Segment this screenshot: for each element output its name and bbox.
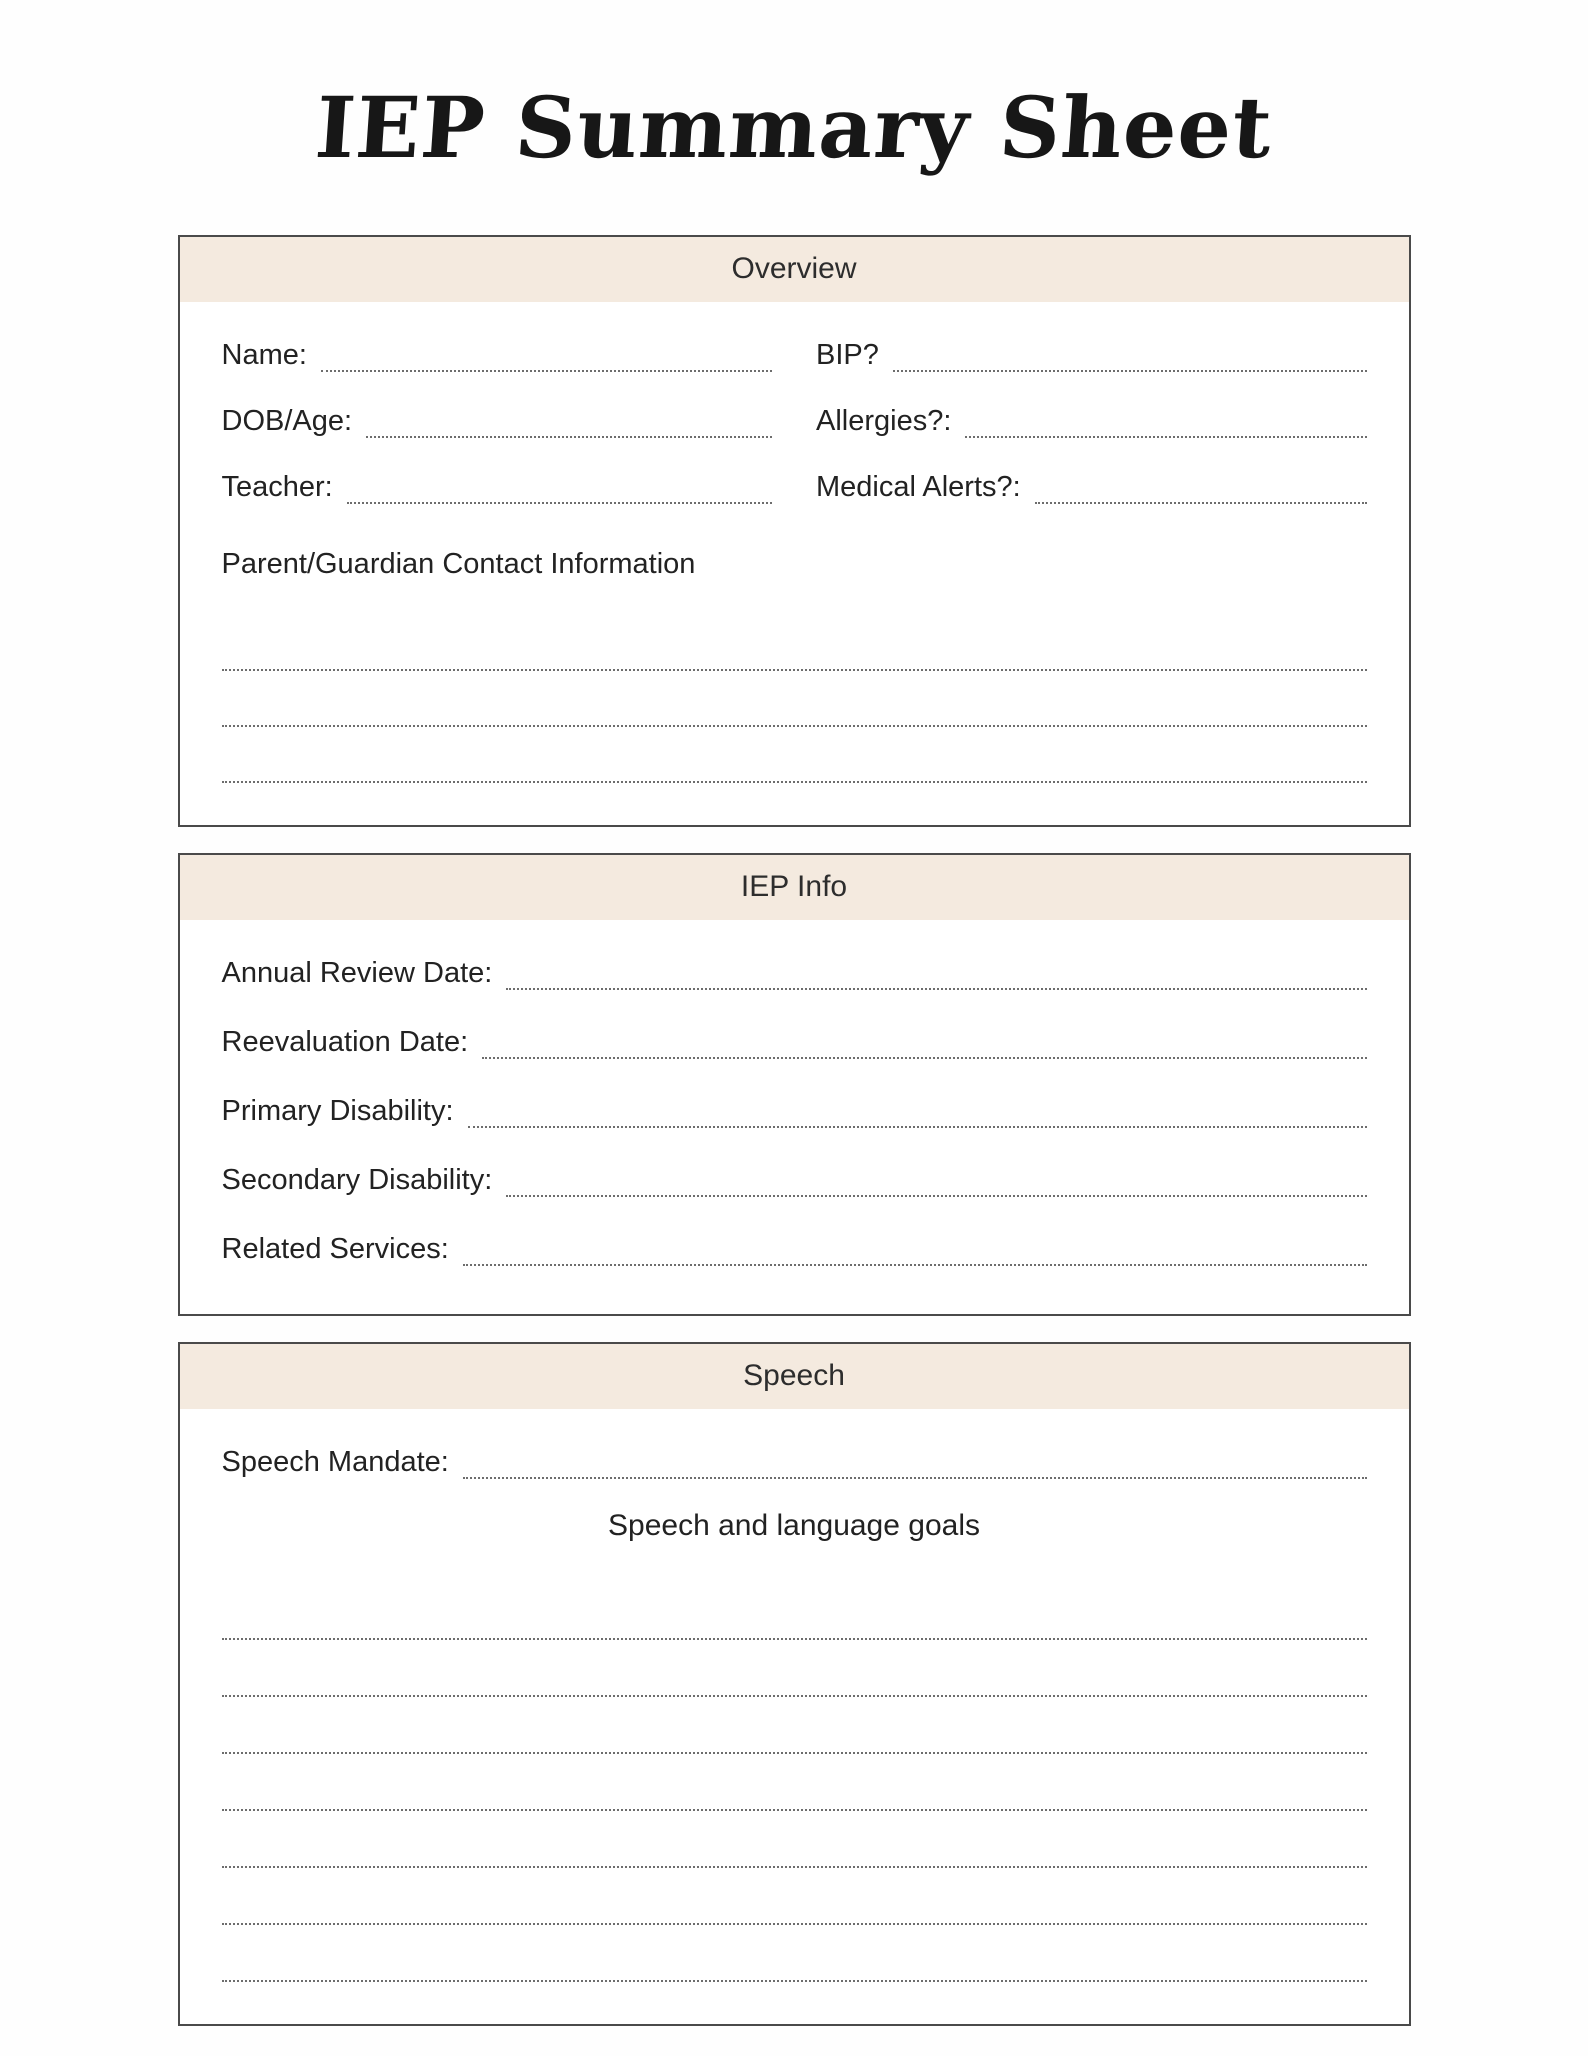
- medical-alerts-write-in-line: [1035, 468, 1367, 504]
- overview-right-column: [816, 336, 1367, 534]
- secondary-disability-field-label: Secondary Disability:: [221, 1163, 493, 1196]
- secondary-disability-write-in-line: [506, 1161, 1366, 1197]
- medical-alerts-field-label: Medical Alerts?:: [816, 470, 1021, 503]
- related-services-write-in-line: [463, 1230, 1367, 1266]
- field-row-teacher: [222, 468, 773, 504]
- related-services-field-label: Related Services:: [221, 1232, 449, 1265]
- parent-guardian-contact-label: Parent/Guardian Contact Information: [221, 548, 696, 580]
- section-speech-body: [180, 1409, 1409, 2024]
- contact-write-in-line: [222, 615, 1367, 671]
- speech-goal-write-in-line: [222, 1754, 1367, 1811]
- section-overview: [178, 235, 1411, 827]
- field-row-name: [222, 336, 773, 372]
- overview-left-column: [222, 336, 773, 534]
- section-overview-body: [180, 302, 1409, 825]
- field-row-bip: [816, 336, 1367, 372]
- field-row-dob-age: [222, 402, 773, 438]
- field-row-related-services: [222, 1230, 1367, 1266]
- section-iep-info-header: IEP Info: [180, 855, 1409, 920]
- speech-goal-write-in-line: [222, 1640, 1367, 1697]
- reevaluation-date-write-in-line: [482, 1023, 1366, 1059]
- allergies-field-label: Allergies?:: [816, 404, 952, 437]
- speech-goal-write-in-line: [222, 1583, 1367, 1640]
- teacher-write-in-line: [347, 468, 772, 504]
- field-row-annual-review-date: [222, 954, 1367, 990]
- bip-field-label: BIP?: [816, 338, 879, 371]
- section-iep-info: [178, 853, 1411, 1316]
- speech-goal-write-in-line: [222, 1811, 1367, 1868]
- field-row-reevaluation-date: [222, 1023, 1367, 1059]
- page-title: IEP Summary Sheet: [312, 78, 1276, 177]
- field-row-primary-disability: [222, 1092, 1367, 1128]
- annual-review-date-write-in-line: [506, 954, 1366, 990]
- teacher-field-label: Teacher:: [221, 470, 333, 503]
- field-row-secondary-disability: [222, 1161, 1367, 1197]
- reevaluation-date-field-label: Reevaluation Date:: [221, 1025, 469, 1058]
- field-row-speech-mandate: [222, 1443, 1367, 1479]
- dob-age-field-label: DOB/Age:: [221, 404, 353, 437]
- section-speech-header: Speech: [180, 1344, 1409, 1409]
- bip-write-in-line: [893, 336, 1367, 372]
- name-write-in-line: [321, 336, 772, 372]
- speech-goals-title: Speech and language goals: [608, 1509, 980, 1542]
- contact-write-in-line: [222, 671, 1367, 727]
- speech-goal-write-in-line: [222, 1868, 1367, 1925]
- allergies-write-in-line: [965, 402, 1366, 438]
- section-speech: [178, 1342, 1411, 2026]
- contact-write-in-line: [222, 727, 1367, 783]
- speech-mandate-write-in-line: [463, 1443, 1367, 1479]
- speech-mandate-field-label: Speech Mandate:: [221, 1445, 449, 1478]
- primary-disability-field-label: Primary Disability:: [221, 1094, 454, 1127]
- section-overview-header: Overview: [180, 237, 1409, 302]
- field-row-medical-alerts: [816, 468, 1367, 504]
- annual-review-date-field-label: Annual Review Date:: [221, 956, 493, 989]
- section-iep-info-body: [180, 920, 1409, 1314]
- name-field-label: Name:: [221, 338, 307, 371]
- primary-disability-write-in-line: [468, 1092, 1367, 1128]
- field-row-allergies: [816, 402, 1367, 438]
- overview-columns: [222, 336, 1367, 534]
- speech-goal-write-in-line: [222, 1697, 1367, 1754]
- speech-goal-write-in-line: [222, 1925, 1367, 1982]
- dob-age-write-in-line: [366, 402, 772, 438]
